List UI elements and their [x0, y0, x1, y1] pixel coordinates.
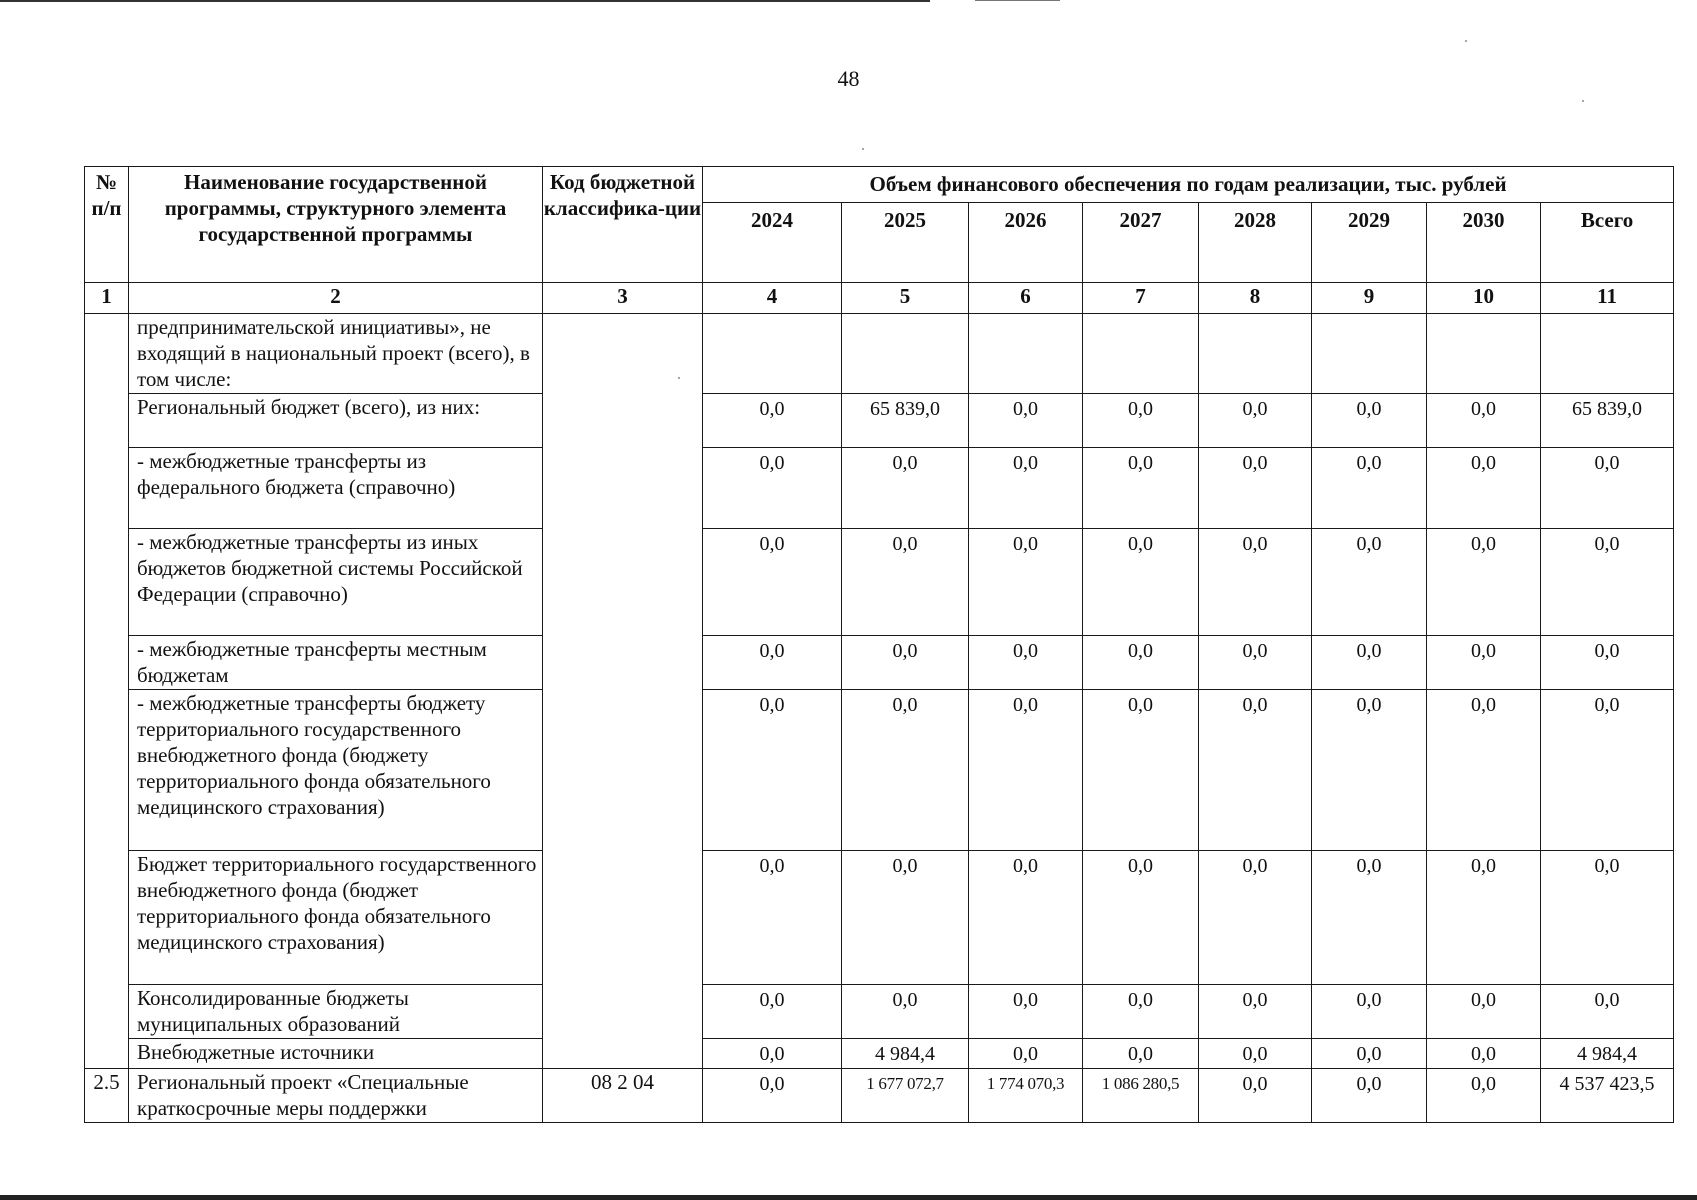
value-cell: 1 677 072,7	[842, 1069, 969, 1123]
value-cell: 0,0	[842, 636, 969, 690]
table-row	[85, 448, 1674, 529]
value-cell: 0,0	[969, 851, 1083, 985]
value-cell: 0,0	[969, 1039, 1083, 1069]
column-number-row	[85, 283, 1674, 314]
header-col-code: Код бюджетной классифика-ции	[543, 167, 703, 283]
row-name: Региональный бюджет (всего), из них:	[129, 394, 543, 448]
value-total: 0,0	[1541, 690, 1674, 851]
value-cell: 0,0	[1312, 851, 1427, 985]
value-cell: 0,0	[969, 448, 1083, 529]
row-name: Бюджет территориального государственного внебюджетного фонда (бюджет территориального фонда обязательного медицинского страхования)	[129, 851, 543, 985]
row-name: - межбюджетные трансферты местным бюджетам	[129, 636, 543, 690]
column-number: 7	[1083, 283, 1199, 314]
value-cell: 1 086 280,5	[1083, 1069, 1199, 1123]
value-cell: 0,0	[969, 529, 1083, 636]
value-cell: 0,0	[1427, 448, 1541, 529]
value-cell: 0,0	[1199, 690, 1312, 851]
value-cell: 0,0	[1199, 851, 1312, 985]
value-total: 0,0	[1541, 529, 1674, 636]
header-year: 2025	[842, 203, 969, 283]
scan-speck	[1465, 40, 1467, 42]
value-cell	[1312, 314, 1427, 394]
value-cell: 0,0	[969, 636, 1083, 690]
value-cell: 1 774 070,3	[969, 1069, 1083, 1123]
value-cell: 0,0	[842, 851, 969, 985]
row-number-cell	[85, 314, 129, 1069]
value-cell: 0,0	[1083, 394, 1199, 448]
row-name: Региональный проект «Специальные краткосрочные меры поддержки	[129, 1069, 543, 1123]
value-cell: 0,0	[703, 851, 842, 985]
value-cell: 0,0	[1199, 1039, 1312, 1069]
value-cell: 4 984,4	[842, 1039, 969, 1069]
value-cell: 0,0	[703, 394, 842, 448]
header-col-volume: Объем финансового обеспечения по годам реализации, тыс. рублей	[703, 167, 1674, 203]
column-number: 1	[85, 283, 129, 314]
table-row	[85, 314, 1674, 394]
value-cell: 0,0	[703, 529, 842, 636]
row-name: - межбюджетные трансферты из федерального бюджета (справочно)	[129, 448, 543, 529]
column-number: 11	[1541, 283, 1674, 314]
value-cell: 0,0	[1312, 448, 1427, 529]
value-cell: 0,0	[703, 448, 842, 529]
value-cell: 0,0	[1427, 851, 1541, 985]
header-year: 2028	[1199, 203, 1312, 283]
value-cell: 0,0	[842, 985, 969, 1039]
column-number: 5	[842, 283, 969, 314]
value-cell: 0,0	[1312, 1039, 1427, 1069]
column-number: 9	[1312, 283, 1427, 314]
scan-speck	[862, 148, 864, 150]
scan-speck	[1582, 100, 1584, 102]
value-cell: 0,0	[1083, 529, 1199, 636]
value-cell: 0,0	[842, 529, 969, 636]
row-number: 2.5	[85, 1069, 129, 1123]
value-cell: 0,0	[703, 1039, 842, 1069]
value-cell: 0,0	[1199, 529, 1312, 636]
value-total	[1541, 314, 1674, 394]
value-total: 65 839,0	[1541, 394, 1674, 448]
table-row	[85, 394, 1674, 448]
value-cell: 0,0	[969, 985, 1083, 1039]
value-cell: 0,0	[703, 1069, 842, 1123]
value-cell: 0,0	[1312, 690, 1427, 851]
table-row	[85, 636, 1674, 690]
value-cell: 0,0	[703, 690, 842, 851]
scan-top-rule	[0, 0, 930, 2]
value-cell: 0,0	[1427, 1069, 1541, 1123]
value-total: 4 984,4	[1541, 1039, 1674, 1069]
value-cell: 0,0	[1083, 448, 1199, 529]
page-number: 48	[837, 66, 860, 91]
value-cell: 0,0	[1427, 985, 1541, 1039]
value-cell: 0,0	[1083, 690, 1199, 851]
value-cell: 0,0	[1312, 1069, 1427, 1123]
column-number: 8	[1199, 283, 1312, 314]
value-cell: 0,0	[1199, 636, 1312, 690]
value-cell: 0,0	[1083, 985, 1199, 1039]
value-cell: 0,0	[842, 690, 969, 851]
scan-speck	[678, 377, 680, 379]
value-total: 0,0	[1541, 985, 1674, 1039]
value-cell: 0,0	[1083, 1039, 1199, 1069]
row-name: Консолидированные бюджеты муниципальных образований	[129, 985, 543, 1039]
row-name: Внебюджетные источники	[129, 1039, 543, 1069]
table-row	[85, 1069, 1674, 1123]
row-name: предпринимательской инициативы», не входящий в национальный проект (всего), в том числе:	[129, 314, 543, 394]
value-cell: 0,0	[1199, 448, 1312, 529]
value-cell: 0,0	[1083, 636, 1199, 690]
value-cell: 0,0	[1312, 529, 1427, 636]
value-cell: 0,0	[1199, 985, 1312, 1039]
value-cell: 0,0	[703, 636, 842, 690]
table-row	[85, 985, 1674, 1039]
value-total: 0,0	[1541, 448, 1674, 529]
value-cell: 0,0	[1427, 1039, 1541, 1069]
header-col-no: № п/п	[85, 167, 129, 283]
column-number: 4	[703, 283, 842, 314]
value-cell: 0,0	[1427, 394, 1541, 448]
row-code: 08 2 04	[543, 1069, 703, 1123]
column-number: 6	[969, 283, 1083, 314]
table-row	[85, 690, 1674, 851]
header-year: 2027	[1083, 203, 1199, 283]
value-cell: 0,0	[1312, 394, 1427, 448]
value-total: 4 537 423,5	[1541, 1069, 1674, 1123]
row-name: - межбюджетные трансферты бюджету территориального государственного внебюджетного фонда (бюджету территориального фонда обязательного медицинского страхования)	[129, 690, 543, 851]
row-name: - межбюджетные трансферты из иных бюджетов бюджетной системы Российской Федерации (справочно)	[129, 529, 543, 636]
column-number: 2	[129, 283, 543, 314]
value-cell: 0,0	[703, 985, 842, 1039]
value-cell: 0,0	[1083, 851, 1199, 985]
scan-bottom-rule	[0, 1195, 1697, 1200]
value-cell	[1083, 314, 1199, 394]
header-year: 2024	[703, 203, 842, 283]
value-cell: 0,0	[969, 690, 1083, 851]
value-cell: 0,0	[1427, 529, 1541, 636]
value-cell: 65 839,0	[842, 394, 969, 448]
budget-table	[84, 166, 1674, 1123]
value-cell: 0,0	[1312, 636, 1427, 690]
value-cell	[1427, 314, 1541, 394]
value-cell: 0,0	[1427, 636, 1541, 690]
row-code-cell	[543, 314, 703, 1069]
value-cell: 0,0	[969, 394, 1083, 448]
value-cell	[969, 314, 1083, 394]
header-row-top	[85, 167, 1674, 203]
value-cell	[1199, 314, 1312, 394]
value-total: 0,0	[1541, 636, 1674, 690]
table-row	[85, 529, 1674, 636]
table-row	[85, 1039, 1674, 1069]
value-total: 0,0	[1541, 851, 1674, 985]
value-cell: 0,0	[842, 448, 969, 529]
value-cell	[842, 314, 969, 394]
table-body	[85, 314, 1674, 1123]
value-cell: 0,0	[1199, 1069, 1312, 1123]
value-cell	[703, 314, 842, 394]
header-year: 2026	[969, 203, 1083, 283]
header-year: 2030	[1427, 203, 1541, 283]
value-cell: 0,0	[1427, 690, 1541, 851]
header-year: 2029	[1312, 203, 1427, 283]
scan-top-rule-fragment	[975, 0, 1060, 1]
table-row	[85, 851, 1674, 985]
header-col-name: Наименование государственной программы, структурного элемента государственной программы	[129, 167, 543, 283]
value-cell: 0,0	[1312, 985, 1427, 1039]
header-total: Всего	[1541, 203, 1674, 283]
value-cell: 0,0	[1199, 394, 1312, 448]
column-number: 3	[543, 283, 703, 314]
column-number: 10	[1427, 283, 1541, 314]
